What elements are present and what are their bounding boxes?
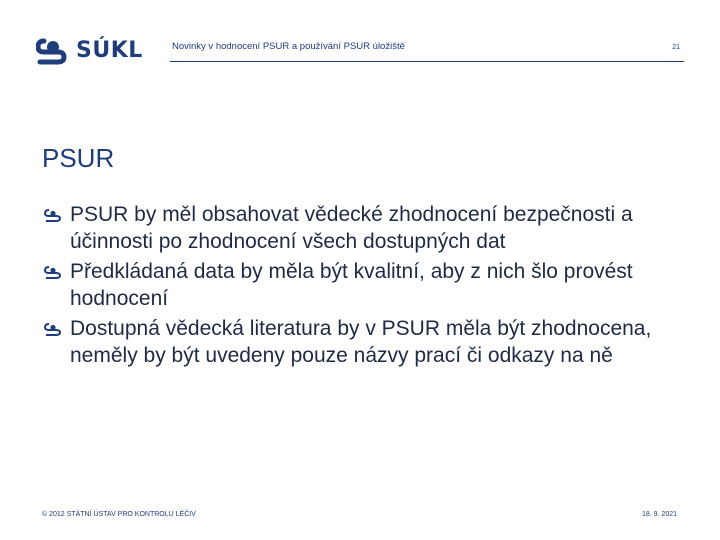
logo-text: SÚKL xyxy=(76,37,143,63)
header-divider xyxy=(170,61,684,62)
swoosh-bullet-icon xyxy=(44,322,62,336)
header-title: Novinky v hodnocení PSUR a používání PSUR úložiště xyxy=(172,41,405,52)
swoosh-bullet-icon xyxy=(44,208,62,222)
sukl-logo xyxy=(36,34,154,66)
footer-date: 18. 9. 2021 xyxy=(641,511,677,518)
bullet-text: PSUR by měl obsahovat vědecké zhodnocení bezpečnosti a účinnosti po zhodnocení všech dostupných dat xyxy=(70,203,633,253)
sukl-logo-icon xyxy=(36,35,70,65)
page-number: 21 xyxy=(672,44,680,51)
bullet-item xyxy=(42,201,682,255)
bullet-item xyxy=(42,258,682,312)
slide-title: PSUR xyxy=(42,143,115,173)
bullet-text: Dostupná vědecká literatura by v PSUR měla být zhodnocena, neměly by být uvedeny pouze názvy prací či odkazy na ně xyxy=(70,317,652,367)
bullet-text: Předkládaná data by měla být kvalitní, aby z nich šlo provést hodnocení xyxy=(70,260,633,310)
bullet-list xyxy=(42,201,682,372)
footer-copyright: © 2012 STÁTNÍ ÚSTAV PRO KONTROLU LÉČIV xyxy=(42,511,196,518)
bullet-item xyxy=(42,315,682,369)
swoosh-bullet-icon xyxy=(44,265,62,279)
